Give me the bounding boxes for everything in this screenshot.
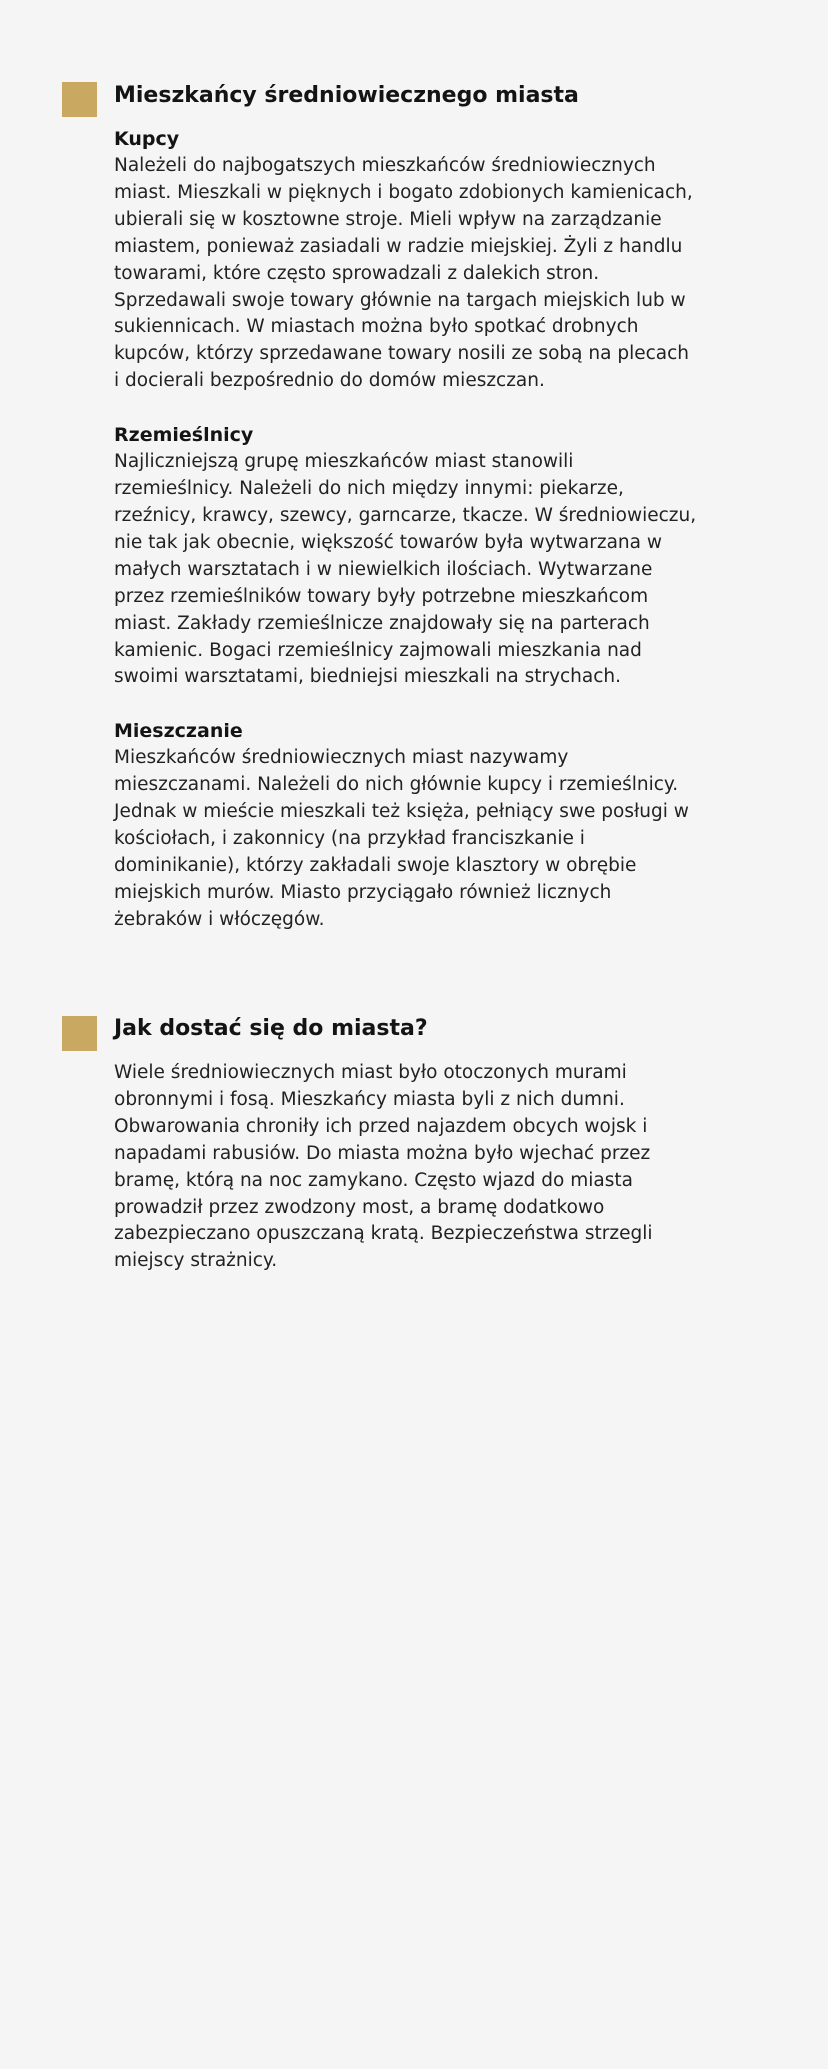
text-line: napadami rabusiów. Do miasta można było wjechać przez bbox=[114, 1142, 651, 1164]
text-line: mieszczanami. Należeli do nich głównie kupcy i rzemieślnicy. bbox=[114, 774, 679, 796]
text-line: dominikanie), którzy zakładali swoje klasztory w obrębie bbox=[114, 854, 637, 876]
text-line: nie tak jak obecnie, większość towarów była wytwarzana w bbox=[114, 531, 662, 553]
text-line: kupców, którzy sprzedawane towary nosili ze sobą na plecach bbox=[114, 343, 689, 365]
block-title: Kupcy bbox=[114, 128, 180, 150]
text-line: Jednak w mieście mieszkali też księża, pełniący swe posługi w bbox=[114, 801, 689, 823]
text-line: rzeźnicy, krawcy, szewcy, garncarze, tkacze. W średniowieczu, bbox=[114, 504, 697, 526]
section-title: Mieszkańcy średniowiecznego miasta bbox=[114, 83, 579, 108]
block-paragraph bbox=[114, 745, 754, 933]
text-line: prowadził przez zwodzony most, a bramę dodatkowo bbox=[114, 1196, 605, 1218]
section-marker-square bbox=[62, 82, 97, 117]
section-content bbox=[114, 126, 754, 961]
section-content bbox=[114, 1060, 754, 1302]
block-paragraph bbox=[114, 1060, 754, 1275]
text-line: małych warsztatach i w niewielkich ilościach. Wytwarzane bbox=[114, 558, 653, 580]
text-line: przez rzemieślników towary były potrzebne mieszkańcom bbox=[114, 585, 649, 607]
text-line: kościołach, i zakonnicy (na przykład franciszkanie i bbox=[114, 828, 585, 850]
text-line: Wiele średniowiecznych miast było otoczonych murami bbox=[114, 1062, 627, 1083]
text-line: miejscy strażnicy. bbox=[114, 1250, 278, 1272]
text-line: miast. Mieszkali w pięknych i bogato zdobionych kamienicach, bbox=[114, 181, 693, 203]
text-line: rzemieślnicy. Należeli do nich między innymi: piekarze, bbox=[114, 478, 624, 500]
text-line: kamienic. Bogaci rzemieślnicy zajmowali mieszkania nad bbox=[114, 639, 642, 661]
block-title: Rzemieślnicy bbox=[114, 424, 254, 447]
block-title: Mieszczanie bbox=[114, 720, 243, 743]
text-line: i docierali bezpośrednio do domów mieszczan. bbox=[114, 370, 545, 392]
text-line: towarami, które często sprowadzali z dalekich stron. bbox=[114, 262, 600, 284]
text-line: miastem, ponieważ zasiadali w radzie miejskiej. Żyli z handlu bbox=[114, 235, 683, 257]
text-line: Obwarowania chroniły ich przed najazdem obcych wojsk i bbox=[114, 1115, 648, 1137]
text-line: swoimi warsztatami, biedniejsi mieszkali na strychach. bbox=[114, 666, 622, 688]
block-rzemieslnicy bbox=[114, 422, 754, 691]
section-marker-square bbox=[62, 1016, 97, 1051]
text-line: ubierali się w kosztowne stroje. Mieli wpływ na zarządzanie bbox=[114, 208, 662, 230]
text-line: sukiennicach. W miastach można było spotkać drobnych bbox=[114, 316, 639, 338]
text-line: żebraków i włóczęgów. bbox=[114, 908, 325, 930]
text-line: miejskich murów. Miasto przyciągało również licznych bbox=[114, 881, 612, 903]
section-title: Jak dostać się do miasta? bbox=[114, 1016, 428, 1041]
block-mieszczanie bbox=[114, 718, 754, 933]
text-line: Mieszkańców średniowiecznych miast nazywamy bbox=[114, 747, 569, 769]
block-city-access bbox=[114, 1060, 754, 1275]
block-paragraph bbox=[114, 449, 754, 691]
text-line: Sprzedawali swoje towary głównie na targach miejskich lub w bbox=[114, 289, 686, 311]
text-line: bramę, którą na noc zamykano. Często wjazd do miasta bbox=[114, 1169, 633, 1191]
text-line: miast. Zakłady rzemieślnicze znajdowały się na parterach bbox=[114, 612, 650, 634]
text-line: obronnymi i fosą. Mieszkańcy miasta byli z nich dumni. bbox=[114, 1088, 625, 1110]
text-line: Należeli do najbogatszych mieszkańców średniowiecznych bbox=[114, 155, 656, 176]
block-paragraph bbox=[114, 153, 754, 395]
text-line: zabezpieczano opuszczaną kratą. Bezpieczeństwa strzegli bbox=[114, 1223, 653, 1245]
text-line: Najliczniejszą grupę mieszkańców miast stanowili bbox=[114, 451, 574, 473]
block-kupcy bbox=[114, 126, 754, 395]
